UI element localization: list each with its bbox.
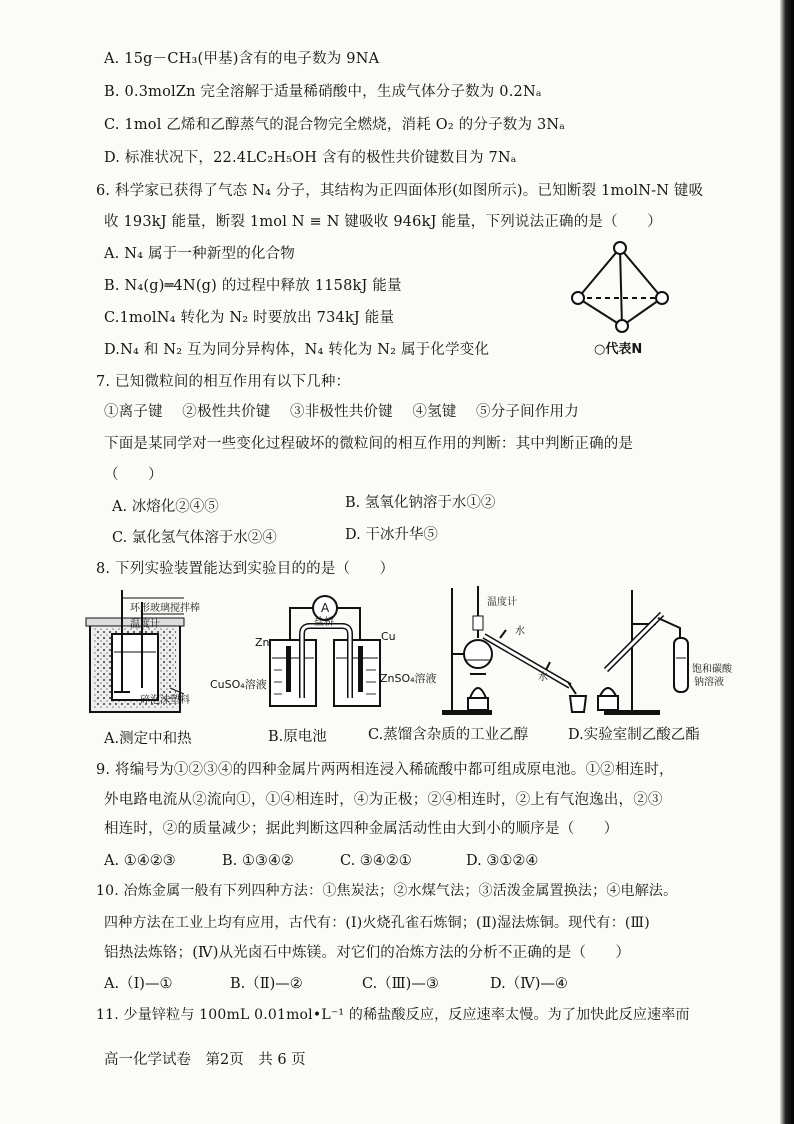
thermometer-label-a: 温度计 — [130, 619, 160, 630]
cuso4-solution-label: CuSO₄溶液 — [210, 678, 267, 691]
zn-electrode-label: Zn — [255, 636, 270, 649]
salt-bridge-label: 盐桥 — [314, 617, 334, 628]
q5-option-c: C. 1mol 乙烯和乙醇蒸气的混合物完全燃烧，消耗 O₂ 的分子数为 3Nₐ — [104, 117, 566, 133]
q9-option-d: D. ③①②④ — [466, 853, 539, 869]
q6-option-b: B. N₄(g)═4N(g) 的过程中释放 1158kJ 能量 — [104, 278, 402, 294]
cooling-water-in-label: 水 — [515, 626, 525, 637]
q10-stem-line1: 10. 冶炼金属一般有下列四种方法：①焦炭法；②水煤气法；③活泼金属置换法；④电解法。 — [96, 883, 678, 899]
scan-edge — [780, 0, 794, 1124]
q8-option-c: C.蒸馏含杂质的工业乙醇 — [368, 727, 529, 743]
q6-option-a: A. N₄ 属于一种新型的化合物 — [104, 246, 295, 262]
n4-legend: ○代表N — [594, 342, 643, 357]
q9-stem-line2: 外电路电流从②流向①，①④相连时，④为正极；②④相连时，②上有气泡逸出，②③ — [104, 792, 663, 808]
cooling-water-out-label: 水 — [538, 672, 548, 683]
q10-option-b: B.（Ⅱ)—② — [230, 976, 303, 992]
saturated-na2co3-label-1: 饱和碳酸 — [692, 664, 732, 675]
q5-option-a: A. 15g－CH₃(甲基)含有的电子数为 9NA — [104, 51, 380, 67]
q10-option-a: A.（Ⅰ)—① — [104, 976, 173, 992]
q7-stem: 7. 已知微粒间的相互作用有以下几种： — [96, 374, 351, 390]
znso4-solution-label: ZnSO₄溶液 — [380, 672, 437, 685]
stirrer-label: 环形玻璃搅拌棒 — [130, 603, 200, 614]
q9-option-c: C. ③④②① — [340, 853, 412, 869]
q7-stem-line2: 下面是某同学对一些变化过程破坏的微粒间的相互作用的判断：其中判断正确的是 — [104, 436, 634, 452]
q8-stem: 8. 下列实验装置能达到实验目的的是（ ） — [96, 561, 395, 577]
ammeter-label: A — [321, 601, 330, 615]
n4-tetrahedron-figure — [560, 238, 680, 348]
q7-answer-paren: （ ） — [104, 467, 163, 483]
q10-option-d: D.（Ⅳ)—④ — [490, 976, 568, 992]
q6-stem-line2: 收 193kJ 能量，断裂 1mol N ≡ N 键吸收 946kJ 能量，下列说法正确的是（ ） — [104, 214, 662, 230]
q9-option-a: A. ①④②③ — [104, 853, 176, 869]
q10-option-c: C.（Ⅲ)—③ — [362, 976, 439, 992]
q7-option-a: A. 冰熔化②④⑤ — [112, 499, 219, 515]
q8-option-a: A.测定中和热 — [104, 731, 192, 747]
saturated-na2co3-label-2: 钠溶液 — [694, 677, 724, 688]
q10-stem-line3: 铝热法炼铬；(Ⅳ)从光卤石中炼镁。对它们的冶炼方法的分析不正确的是（ ） — [104, 945, 631, 961]
q7-interaction-kinds: ①离子键 ②极性共价键 ③非极性共价键 ④氢键 ⑤分子间作用力 — [104, 404, 579, 420]
q11-stem-line1: 11. 少量锌粒与 100mL 0.01mol•L⁻¹ 的稀盐酸反应，反应速率太慢。为了加快此反应速率而 — [96, 1007, 690, 1023]
page-footer: 高一化学试卷 第2页 共 6 页 — [104, 1052, 306, 1068]
q7-option-b: B. 氢氧化钠溶于水①② — [345, 495, 496, 511]
q9-stem-line1: 9. 将编号为①②③④的四种金属片两两相连浸入稀硫酸中都可组成原电池。①②相连时， — [96, 762, 674, 778]
ethyl-acetate-apparatus-figure — [596, 584, 706, 719]
q6-option-d: D.N₄ 和 N₂ 互为同分异构体，N₄ 转化为 N₂ 属于化学变化 — [104, 342, 490, 358]
q6-stem-line1: 6. 科学家已获得了气态 N₄ 分子，其结构为正四面体形(如图所示)。已知断裂 1molN-N 键吸 — [96, 183, 704, 199]
q6-option-c: C.1molN₄ 转化为 N₂ 时要放出 734kJ 能量 — [104, 310, 395, 326]
q10-stem-line2: 四种方法在工业上均有应用，古代有：(Ⅰ)火烧孔雀石炼铜；(Ⅱ)湿法炼铜。现代有：(Ⅲ) — [104, 915, 650, 931]
thermometer-label-c: 温度计 — [487, 597, 517, 608]
q5-option-d: D. 标准状况下，22.4LC₂H₅OH 含有的极性共价键数目为 7Nₐ — [104, 150, 517, 166]
cu-electrode-label: Cu — [381, 630, 396, 643]
q8-option-d: D.实验室制乙酸乙酯 — [568, 727, 700, 743]
q9-option-b: B. ①③④② — [222, 853, 294, 869]
q8-option-b: B.原电池 — [268, 729, 327, 745]
foam-label: 碎泡沫塑料 — [140, 695, 190, 706]
q9-stem-line3: 相连时，②的质量减少；据此判断这四种金属活动性由大到小的顺序是（ ） — [104, 821, 619, 837]
q7-option-c: C. 氯化氢气体溶于水②④ — [112, 530, 277, 546]
q7-option-d: D. 干冰升华⑤ — [345, 527, 438, 543]
q5-option-b: B. 0.3molZn 完全溶解于适量稀硝酸中，生成气体分子数为 0.2Nₐ — [104, 84, 542, 100]
